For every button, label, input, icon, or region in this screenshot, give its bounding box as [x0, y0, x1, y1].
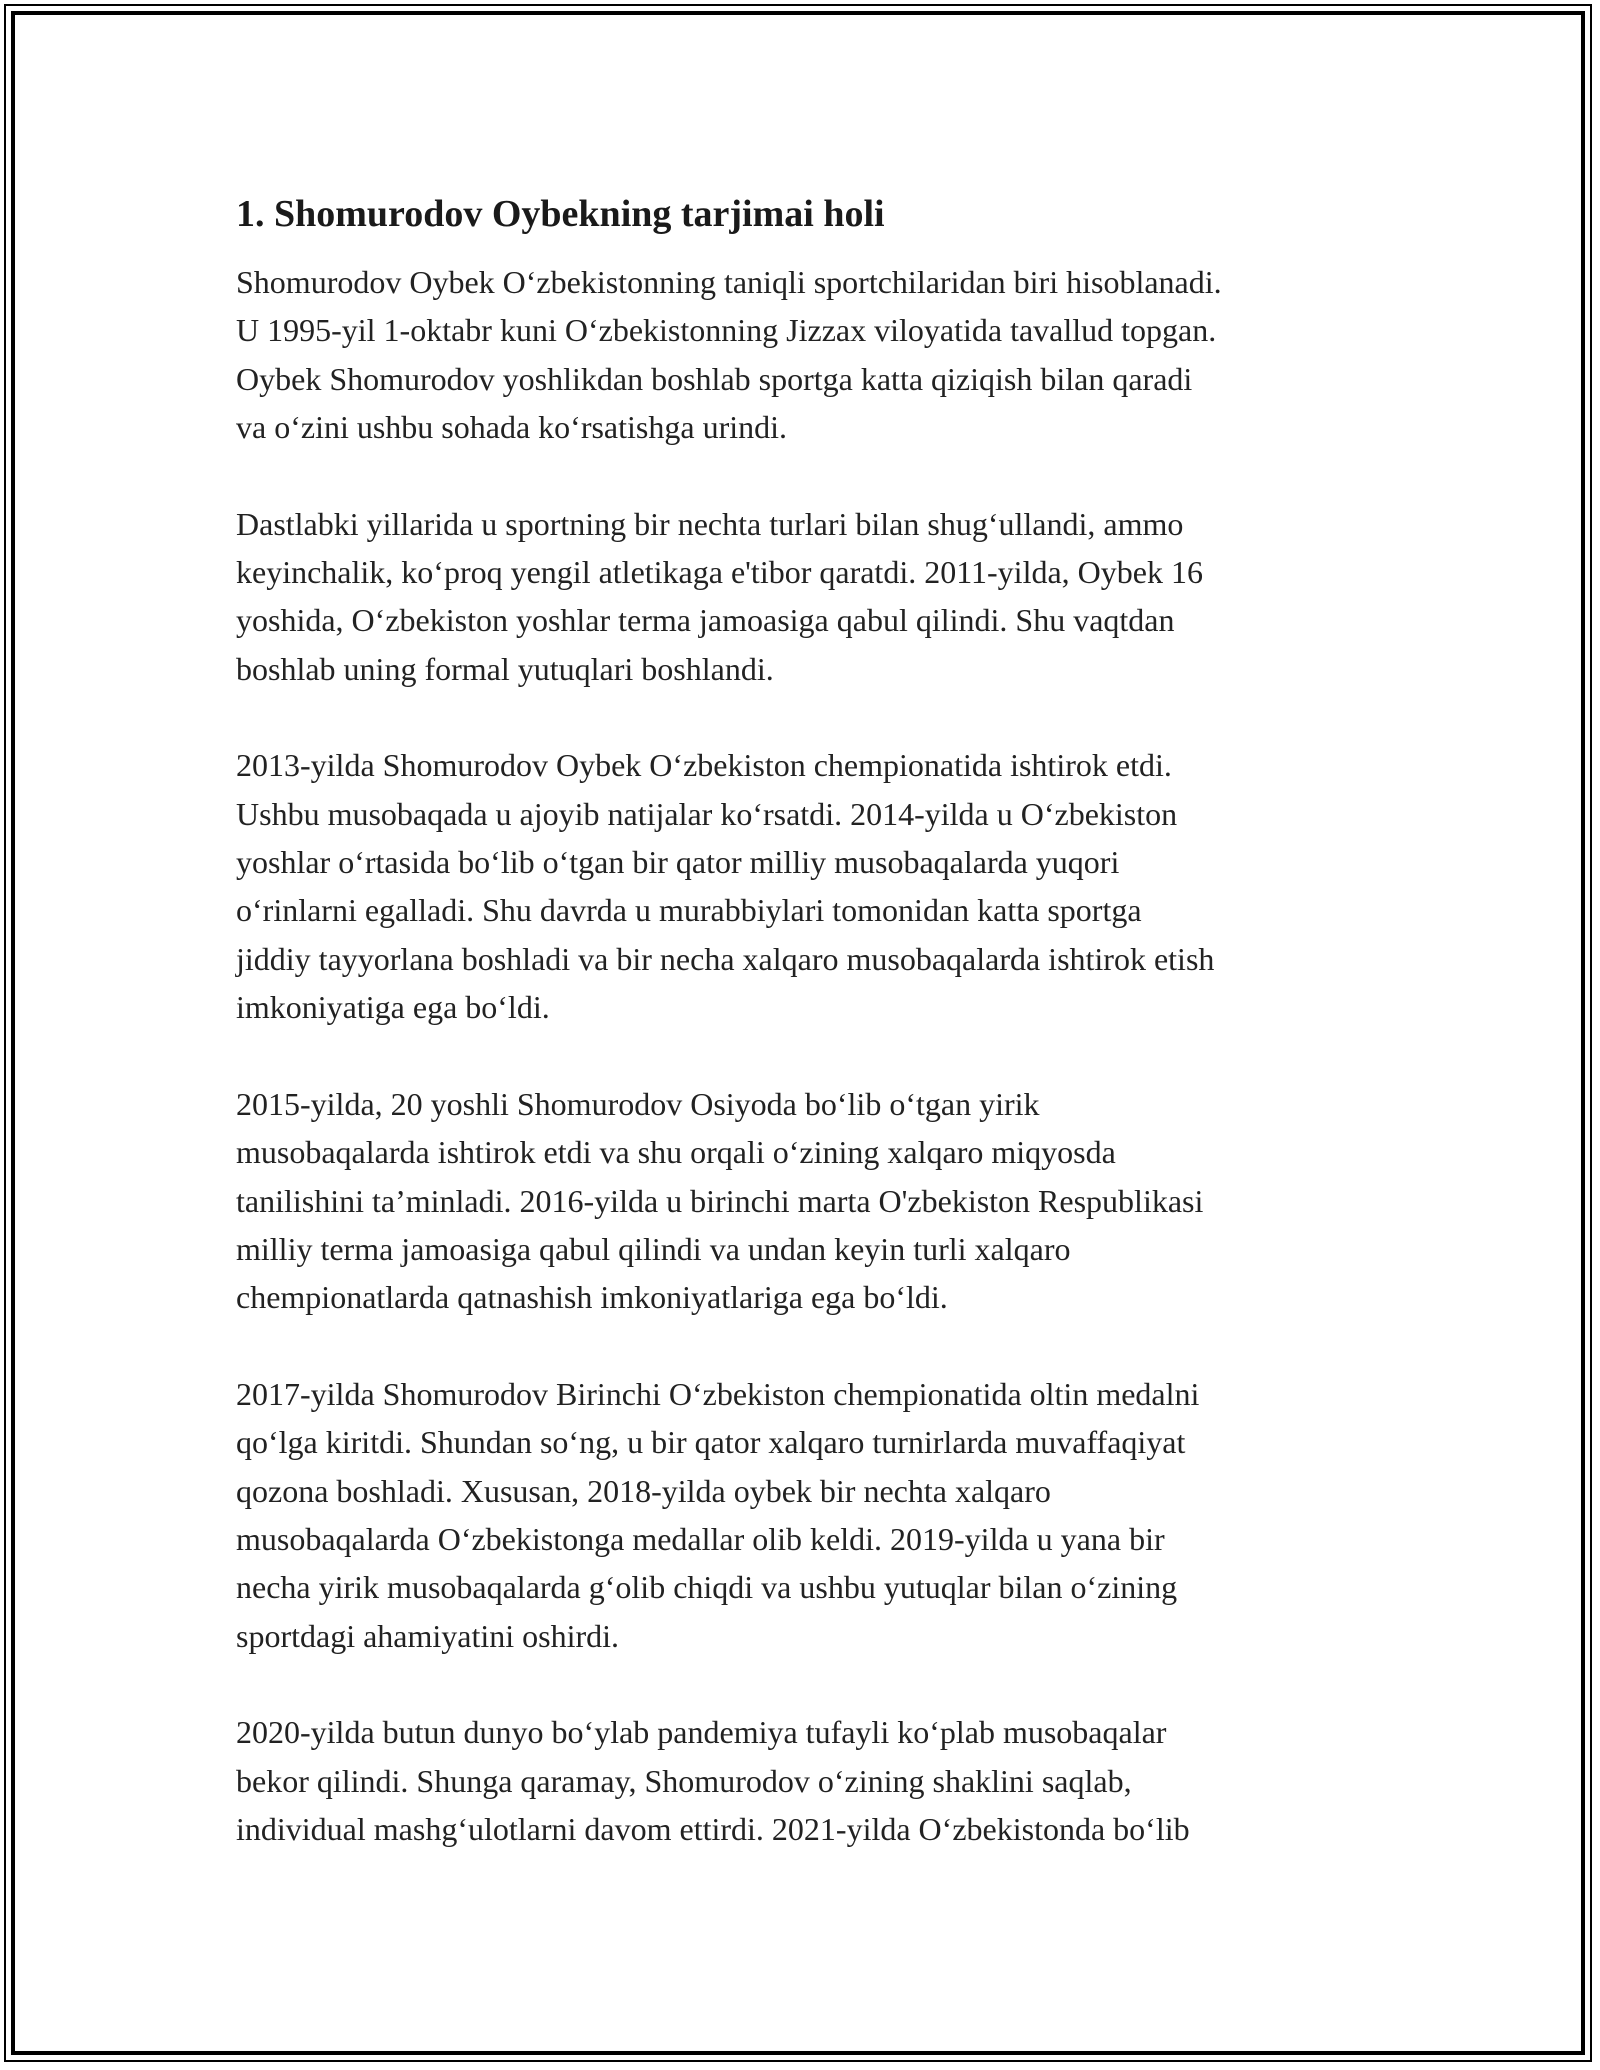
paragraph-3: 2013-yilda Shomurodov Oybek O‘zbekiston chempionatida ishtirok etdi. Ushbu musobaqada u ajoyib natijalar ko‘rsatdi. 2014-yilda u O‘zbekiston yoshlar o‘rtasida bo‘lib o‘tgan bir qator milliy musobaqalarda yuqori o‘rinlarni egalladi. Shu davrda u murabbiylari tomonidan katta sportga jiddiy tayyorlana boshladi va bir necha xalqaro musobaqalarda ishtirok etish imkoniyatiga ega bo‘ldi. [236, 747, 1215, 1026]
document-title: 1. Shomurodov Oybekning tarjimai holi [236, 193, 885, 235]
paragraph-4: 2015-yilda, 20 yoshli Shomurodov Osiyoda bo‘lib o‘tgan yirik musobaqalarda ishtirok etdi va shu orqali o‘zining xalqaro miqyosda tanilishini ta’minladi. 2016-yilda u birinchi marta O'zbekiston Respublikasi milliy terma jamoasiga qabul qilindi va undan keyin turli xalqaro chempionatlarda qatnashish imkoniyatlariga ega bo‘ldi. [236, 1085, 1204, 1316]
paragraph-1: Shomurodov Oybek O‘zbekistonning taniqli sportchilaridan biri hisoblanadi. U 1995-yil 1-oktabr kuni O‘zbekistonning Jizzax viloyatida tavallud topgan. Oybek Shomurodov yoshlikdan boshlab sportga katta qiziqish bilan qaradi va o‘zini ushbu sohada ko‘rsatishga urindi. [236, 264, 1222, 446]
paragraph-6: 2020-yilda butun dunyo bo‘ylab pandemiya tufayli ko‘plab musobaqalar bekor qilindi. Shunga qaramay, Shomurodov o‘zining shaklini saqlab, individual mashg‘ulotlarni davom ettirdi. 2021-yilda O‘zbekistonda bo‘lib [236, 1714, 1190, 1847]
paragraph-5: 2017-yilda Shomurodov Birinchi O‘zbekiston chempionatida oltin medalni qo‘lga kiritdi. Shundan so‘ng, u bir qator xalqaro turnirlarda muvaffaqiyat qozona boshladi. Xususan, 2018-yilda oybek bir nechta xalqaro musobaqalarda O‘zbekistonga medallar olib keldi. 2019-yilda u yana bir necha yirik musobaqalarda g‘olib chiqdi va ushbu yutuqlar bilan o‘zining sportdagi ahamiyatini oshirdi. [236, 1375, 1200, 1654]
document-body [236, 188, 1376, 1901]
paragraph-2: Dastlabki yillarida u sportning bir nechta turlari bilan shug‘ullandi, ammo keyinchalik, ko‘proq yengil atletikaga e'tibor qaratdi. 2011-yilda, Oybek 16 yoshida, O‘zbekiston yoshlar terma jamoasiga qabul qilindi. Shu vaqtdan boshlab uning formal yutuqlari boshlandi. [236, 505, 1203, 687]
